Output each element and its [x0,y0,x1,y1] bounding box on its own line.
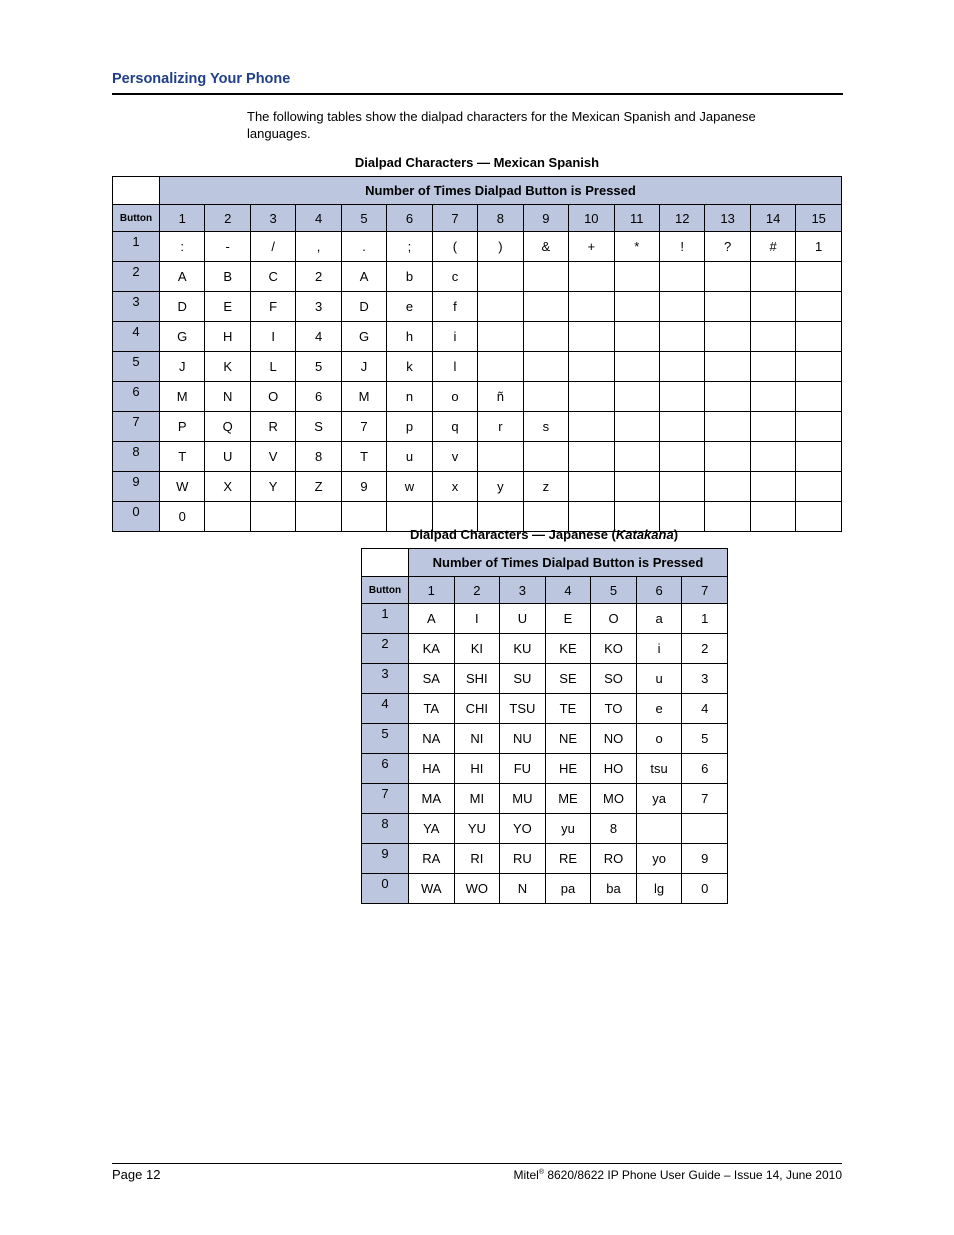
character-cell: KO [591,634,637,664]
character-cell [478,262,523,292]
character-cell: NE [545,724,591,754]
character-cell [478,292,523,322]
character-cell [523,352,568,382]
button-number: 0 [362,874,409,904]
button-number: 6 [113,382,160,412]
character-cell: KE [545,634,591,664]
character-cell: 3 [682,664,728,694]
press-count-header: 8 [478,205,523,232]
table-row [113,472,842,502]
character-cell: U [500,604,546,634]
press-count-header: 10 [569,205,614,232]
character-cell: KI [454,634,500,664]
press-count-header: 5 [591,577,637,604]
character-cell: b [387,262,432,292]
character-cell: K [205,352,250,382]
character-cell [659,382,704,412]
table-row [113,382,842,412]
character-cell: tsu [636,754,682,784]
character-cell: TSU [500,694,546,724]
character-cell: YO [500,814,546,844]
button-number: 3 [113,292,160,322]
table-row [113,322,842,352]
character-cell: 5 [296,352,341,382]
button-number: 8 [113,442,160,472]
character-cell: yo [636,844,682,874]
character-cell: O [250,382,295,412]
character-cell: MO [591,784,637,814]
character-cell: 0 [160,502,205,532]
button-number: 1 [113,232,160,262]
button-number: 2 [113,262,160,292]
button-column-label: Button [113,205,160,232]
character-cell: E [545,604,591,634]
character-cell: CHI [454,694,500,724]
character-cell: HI [454,754,500,784]
character-cell [705,352,750,382]
character-cell [750,262,795,292]
spanish-dialpad-table [112,176,842,532]
character-cell [478,352,523,382]
character-cell [750,472,795,502]
character-cell [523,262,568,292]
character-cell: / [250,232,295,262]
character-cell: RI [454,844,500,874]
character-cell [705,382,750,412]
character-cell [796,352,842,382]
character-cell: G [341,322,386,352]
character-cell: k [387,352,432,382]
character-cell: TO [591,694,637,724]
character-cell: 4 [296,322,341,352]
character-cell [796,382,842,412]
character-cell [614,352,659,382]
character-cell: X [205,472,250,502]
character-cell [569,382,614,412]
character-cell: NA [409,724,455,754]
character-cell: e [387,292,432,322]
table-row [113,292,842,322]
character-cell: T [341,442,386,472]
table-row [113,412,842,442]
character-cell: HE [545,754,591,784]
character-cell: M [341,382,386,412]
press-count-header: 7 [682,577,728,604]
character-cell: ME [545,784,591,814]
character-cell: ñ [478,382,523,412]
character-cell: c [432,262,477,292]
button-number: 7 [113,412,160,442]
character-cell: H [205,322,250,352]
character-cell: SU [500,664,546,694]
character-cell [705,322,750,352]
section-title: Personalizing Your Phone [112,71,291,87]
character-cell [569,442,614,472]
table-row [113,262,842,292]
character-cell: & [523,232,568,262]
footer-rule [112,1163,842,1164]
character-cell [750,502,795,532]
character-cell: WA [409,874,455,904]
character-cell: 1 [682,604,728,634]
character-cell: R [250,412,295,442]
character-cell: i [636,634,682,664]
button-number: 0 [113,502,160,532]
press-count-header: 11 [614,205,659,232]
button-number: 2 [362,634,409,664]
character-cell: RO [591,844,637,874]
press-count-header: 6 [636,577,682,604]
character-cell: u [387,442,432,472]
character-cell: P [160,412,205,442]
press-count-header: 9 [523,205,568,232]
character-cell: NI [454,724,500,754]
press-count-header: 3 [250,205,295,232]
brand-name: Mitel [513,1168,539,1182]
character-cell [750,322,795,352]
character-cell: w [387,472,432,502]
character-cell: V [250,442,295,472]
character-cell [659,472,704,502]
character-cell [614,292,659,322]
character-cell: MA [409,784,455,814]
character-cell: o [432,382,477,412]
character-cell [614,442,659,472]
character-cell [796,442,842,472]
table-row [113,442,842,472]
character-cell: * [614,232,659,262]
character-cell: HO [591,754,637,784]
character-cell [614,472,659,502]
table-row [362,694,728,724]
character-cell [750,292,795,322]
press-count-header: 1 [409,577,455,604]
character-cell: D [160,292,205,322]
character-cell [523,382,568,412]
button-number: 4 [362,694,409,724]
button-column-label: Button [362,577,409,604]
character-cell: yu [545,814,591,844]
character-cell [659,352,704,382]
character-cell: M [160,382,205,412]
character-cell [705,412,750,442]
character-cell [750,352,795,382]
character-cell: n [387,382,432,412]
character-cell: S [296,412,341,442]
table-row [113,232,842,262]
character-cell: RU [500,844,546,874]
press-count-header: 2 [454,577,500,604]
character-cell [750,412,795,442]
character-cell: FU [500,754,546,784]
character-cell: 2 [682,634,728,664]
character-cell: # [750,232,795,262]
character-cell: p [387,412,432,442]
character-cell: : [160,232,205,262]
press-count-header: 3 [500,577,546,604]
character-cell: SO [591,664,637,694]
button-number: 6 [362,754,409,784]
character-cell [636,814,682,844]
character-cell [614,322,659,352]
character-cell: B [205,262,250,292]
caption-prefix: Dialpad Characters — Japanese ( [409,527,616,542]
table-row [362,874,728,904]
character-cell: + [569,232,614,262]
character-cell [796,412,842,442]
character-cell [614,382,659,412]
character-cell [569,472,614,502]
character-cell: z [523,472,568,502]
table-row [362,754,728,784]
character-cell: NU [500,724,546,754]
table-row [362,814,728,844]
character-cell [659,262,704,292]
character-cell: ) [478,232,523,262]
character-cell: YA [409,814,455,844]
character-cell: 9 [341,472,386,502]
character-cell: RA [409,844,455,874]
character-cell: r [478,412,523,442]
character-cell: 6 [296,382,341,412]
character-cell [523,442,568,472]
character-cell: J [341,352,386,382]
character-cell: l [432,352,477,382]
page-number: Page 12 [112,1167,161,1182]
character-cell: lg [636,874,682,904]
button-number: 4 [113,322,160,352]
character-cell: TA [409,694,455,724]
table-row [362,784,728,814]
press-count-header: 6 [387,205,432,232]
table-corner [113,177,160,205]
character-cell: 1 [796,232,842,262]
character-cell: 8 [296,442,341,472]
press-count-header: 14 [750,205,795,232]
character-cell: KA [409,634,455,664]
character-cell: y [478,472,523,502]
character-cell [205,502,250,532]
character-cell: q [432,412,477,442]
character-cell: ba [591,874,637,904]
character-cell: TE [545,694,591,724]
character-cell [796,502,842,532]
character-cell: O [591,604,637,634]
character-cell [705,292,750,322]
press-count-header: 5 [341,205,386,232]
character-cell: v [432,442,477,472]
table-corner [362,549,409,577]
button-number: 9 [362,844,409,874]
character-cell: Y [250,472,295,502]
press-count-header: 2 [205,205,250,232]
character-cell: SHI [454,664,500,694]
caption-suffix: ) [673,527,679,542]
character-cell: f [432,292,477,322]
character-cell [659,412,704,442]
button-number: 5 [362,724,409,754]
button-number: 8 [362,814,409,844]
character-cell [569,292,614,322]
table-row [362,604,728,634]
japanese-table-caption [361,527,727,542]
character-cell: NO [591,724,637,754]
character-cell: SA [409,664,455,694]
character-cell: ; [387,232,432,262]
character-cell: e [636,694,682,724]
character-cell: o [636,724,682,754]
character-cell: W [160,472,205,502]
character-cell [796,322,842,352]
registered-mark: ® [538,1169,544,1176]
character-cell: 2 [296,262,341,292]
press-count-header: 15 [796,205,842,232]
character-cell: A [160,262,205,292]
character-cell: KU [500,634,546,664]
character-cell [614,412,659,442]
button-number: 7 [362,784,409,814]
character-cell [659,322,704,352]
character-cell [705,262,750,292]
character-cell: MI [454,784,500,814]
character-cell: 5 [682,724,728,754]
character-cell: s [523,412,568,442]
character-cell: F [250,292,295,322]
caption-italic: Katakana [615,527,674,542]
character-cell: u [636,664,682,694]
character-cell [569,412,614,442]
character-cell: ( [432,232,477,262]
character-cell [705,442,750,472]
character-cell: Q [205,412,250,442]
character-cell [750,382,795,412]
character-cell: h [387,322,432,352]
character-cell: ! [659,232,704,262]
table-row [362,724,728,754]
character-cell: D [341,292,386,322]
character-cell: N [205,382,250,412]
character-cell [523,292,568,322]
character-cell [569,352,614,382]
character-cell: C [250,262,295,292]
character-cell [659,292,704,322]
character-cell: U [205,442,250,472]
character-cell: pa [545,874,591,904]
character-cell: 4 [682,694,728,724]
press-count-header: 7 [432,205,477,232]
character-cell: ya [636,784,682,814]
character-cell: SE [545,664,591,694]
character-cell: I [250,322,295,352]
table-row [113,352,842,382]
character-cell: 8 [591,814,637,844]
button-number: 9 [113,472,160,502]
press-count-header: 13 [705,205,750,232]
character-cell: 6 [682,754,728,784]
press-count-header: 4 [545,577,591,604]
table-header: Number of Times Dialpad Button is Pressed [409,549,728,577]
character-cell: a [636,604,682,634]
character-cell: 7 [682,784,728,814]
table-row [362,844,728,874]
table-row [362,664,728,694]
character-cell [569,322,614,352]
character-cell: 0 [682,874,728,904]
character-cell [682,814,728,844]
character-cell: x [432,472,477,502]
header-rule [112,93,843,95]
table-row [362,634,728,664]
button-number: 5 [113,352,160,382]
character-cell [796,262,842,292]
press-count-header: 4 [296,205,341,232]
character-cell [750,442,795,472]
character-cell: i [432,322,477,352]
character-cell [478,322,523,352]
spanish-table-caption: Dialpad Characters — Mexican Spanish [354,155,600,170]
character-cell: I [454,604,500,634]
press-count-header: 1 [160,205,205,232]
character-cell [796,472,842,502]
character-cell [296,502,341,532]
intro-paragraph: The following tables show the dialpad characters for the Mexican Spanish and Japanese languages. [247,109,756,141]
character-cell: , [296,232,341,262]
character-cell: A [409,604,455,634]
doc-title-text: 8620/8622 IP Phone User Guide – Issue 14, June 2010 [544,1168,842,1182]
character-cell [796,292,842,322]
table-header: Number of Times Dialpad Button is Pressed [160,177,842,205]
character-cell: E [205,292,250,322]
character-cell: N [500,874,546,904]
character-cell [569,262,614,292]
press-count-header: 12 [659,205,704,232]
character-cell: . [341,232,386,262]
character-cell: Z [296,472,341,502]
character-cell: ? [705,232,750,262]
character-cell: J [160,352,205,382]
japanese-dialpad-table [361,548,728,904]
character-cell: RE [545,844,591,874]
button-number: 1 [362,604,409,634]
character-cell: G [160,322,205,352]
character-cell: YU [454,814,500,844]
character-cell: 7 [341,412,386,442]
character-cell [523,322,568,352]
character-cell: HA [409,754,455,784]
character-cell [705,472,750,502]
character-cell: - [205,232,250,262]
character-cell: 3 [296,292,341,322]
character-cell [659,442,704,472]
character-cell [478,442,523,472]
character-cell [250,502,295,532]
character-cell: L [250,352,295,382]
character-cell: MU [500,784,546,814]
character-cell: WO [454,874,500,904]
character-cell: A [341,262,386,292]
button-number: 3 [362,664,409,694]
document-title [513,1168,842,1182]
character-cell: T [160,442,205,472]
character-cell: 9 [682,844,728,874]
character-cell [614,262,659,292]
